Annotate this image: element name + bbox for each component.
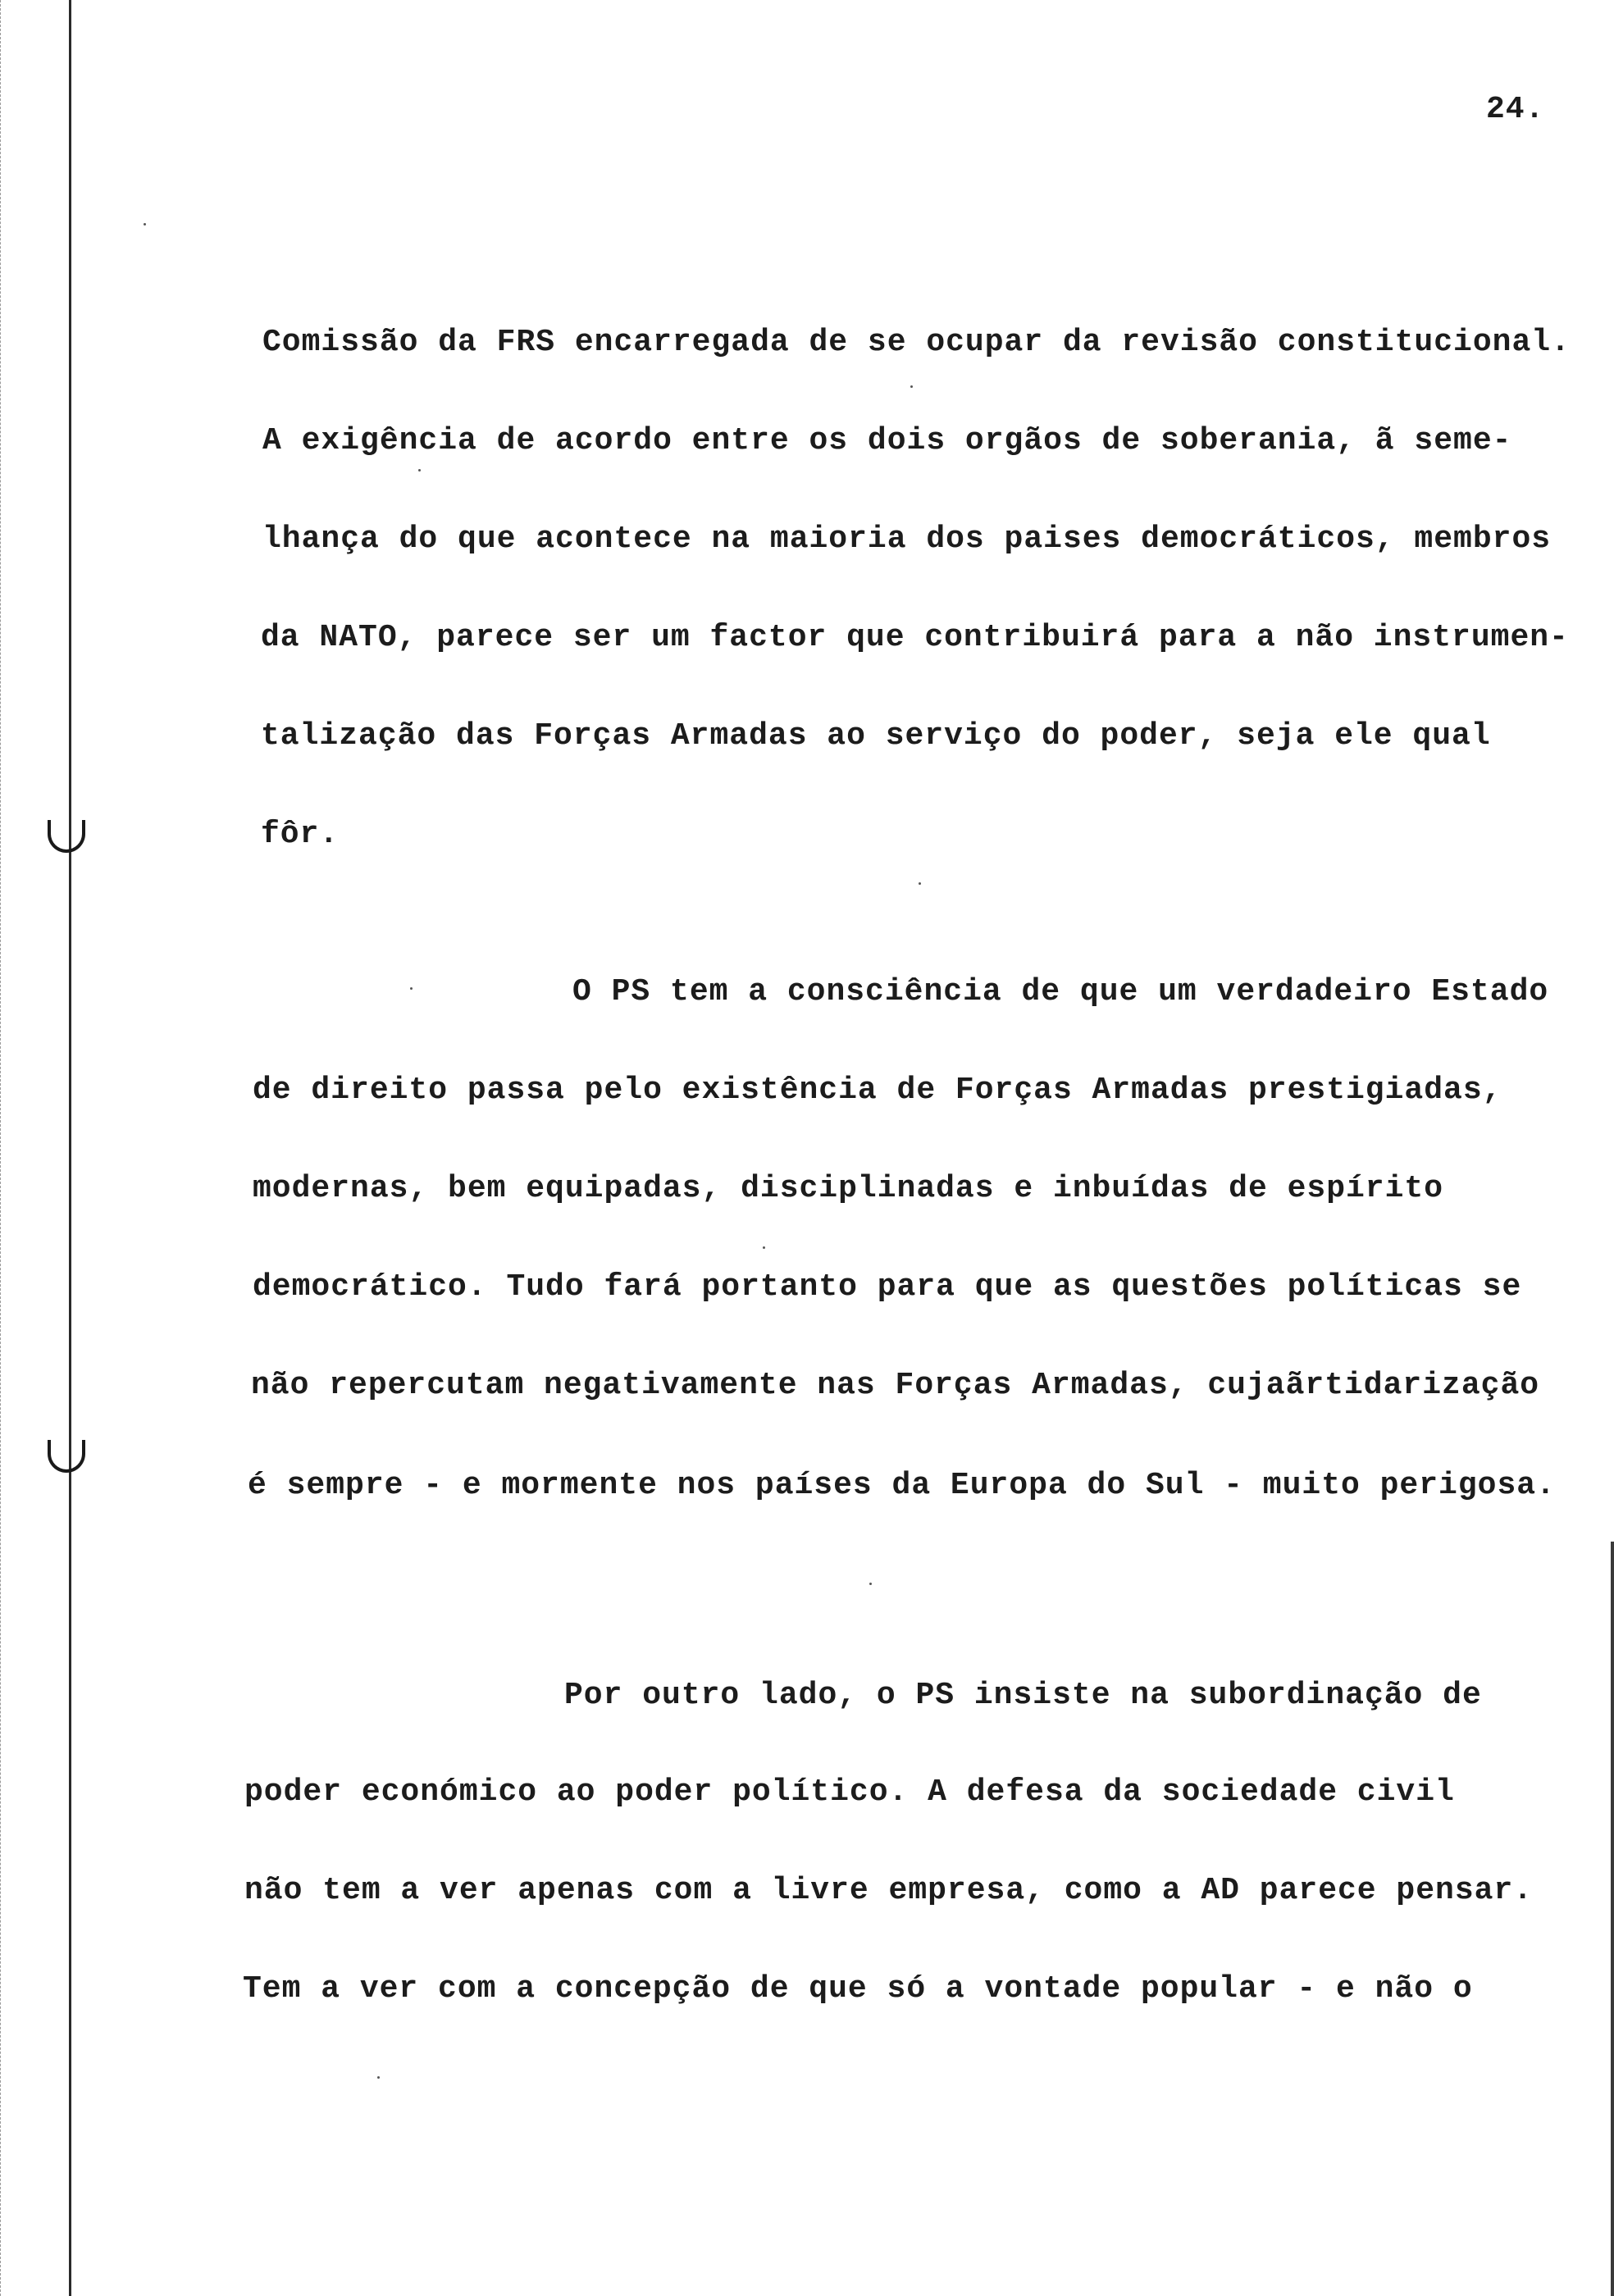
scan-speck xyxy=(377,2076,380,2079)
text-line: O PS tem a consciência de que um verdadeiro Estado xyxy=(572,974,1549,1009)
text-line: democrático. Tudo fará portanto para que as questões políticas se xyxy=(253,1269,1522,1305)
text-line: de direito passa pelo existência de Forças Armadas prestigiadas, xyxy=(253,1073,1502,1108)
scan-speck xyxy=(418,469,421,472)
binding-margin-line xyxy=(69,0,71,2296)
text-line: da NATO, parece ser um factor que contribuirá para a não instrumen- xyxy=(261,620,1569,655)
text-line: é sempre - e mormente nos países da Europa do Sul - muito perigosa. xyxy=(248,1468,1556,1503)
page-number: 24. xyxy=(1486,92,1545,127)
scan-speck xyxy=(144,223,146,226)
text-line: Tem a ver com a concepção de que só a vontade popular - e não o xyxy=(243,1971,1473,2007)
scan-speck xyxy=(910,385,913,388)
scan-right-edge xyxy=(1611,1542,1614,2296)
punch-hole-mark xyxy=(48,1440,85,1473)
scan-speck xyxy=(763,1246,765,1249)
scan-left-edge xyxy=(0,0,4,2296)
scan-speck xyxy=(869,1583,872,1585)
scan-speck xyxy=(919,882,921,885)
text-line: talização das Forças Armadas ao serviço do poder, seja ele qual xyxy=(261,718,1491,754)
text-line: Comissão da FRS encarregada de se ocupar da revisão constitucional. xyxy=(262,325,1571,360)
scan-speck xyxy=(410,987,413,990)
punch-hole-mark xyxy=(48,820,85,853)
text-line: não repercutam negativamente nas Forças Armadas, cujaãrtidarização xyxy=(251,1368,1540,1403)
text-line: lhança do que acontece na maioria dos paises democráticos, membros xyxy=(262,522,1552,557)
text-line: modernas, bem equipadas, disciplinadas e inbuídas de espírito xyxy=(253,1171,1444,1206)
text-line: poder económico ao poder político. A defesa da sociedade civil xyxy=(244,1774,1455,1810)
text-line: A exigência de acordo entre os dois orgãos de soberania, ã seme- xyxy=(262,423,1512,458)
text-line: fôr. xyxy=(261,817,340,852)
text-line: Por outro lado, o PS insiste na subordinação de xyxy=(564,1678,1482,1713)
text-line: não tem a ver apenas com a livre empresa, como a AD parece pensar. xyxy=(244,1873,1534,1908)
